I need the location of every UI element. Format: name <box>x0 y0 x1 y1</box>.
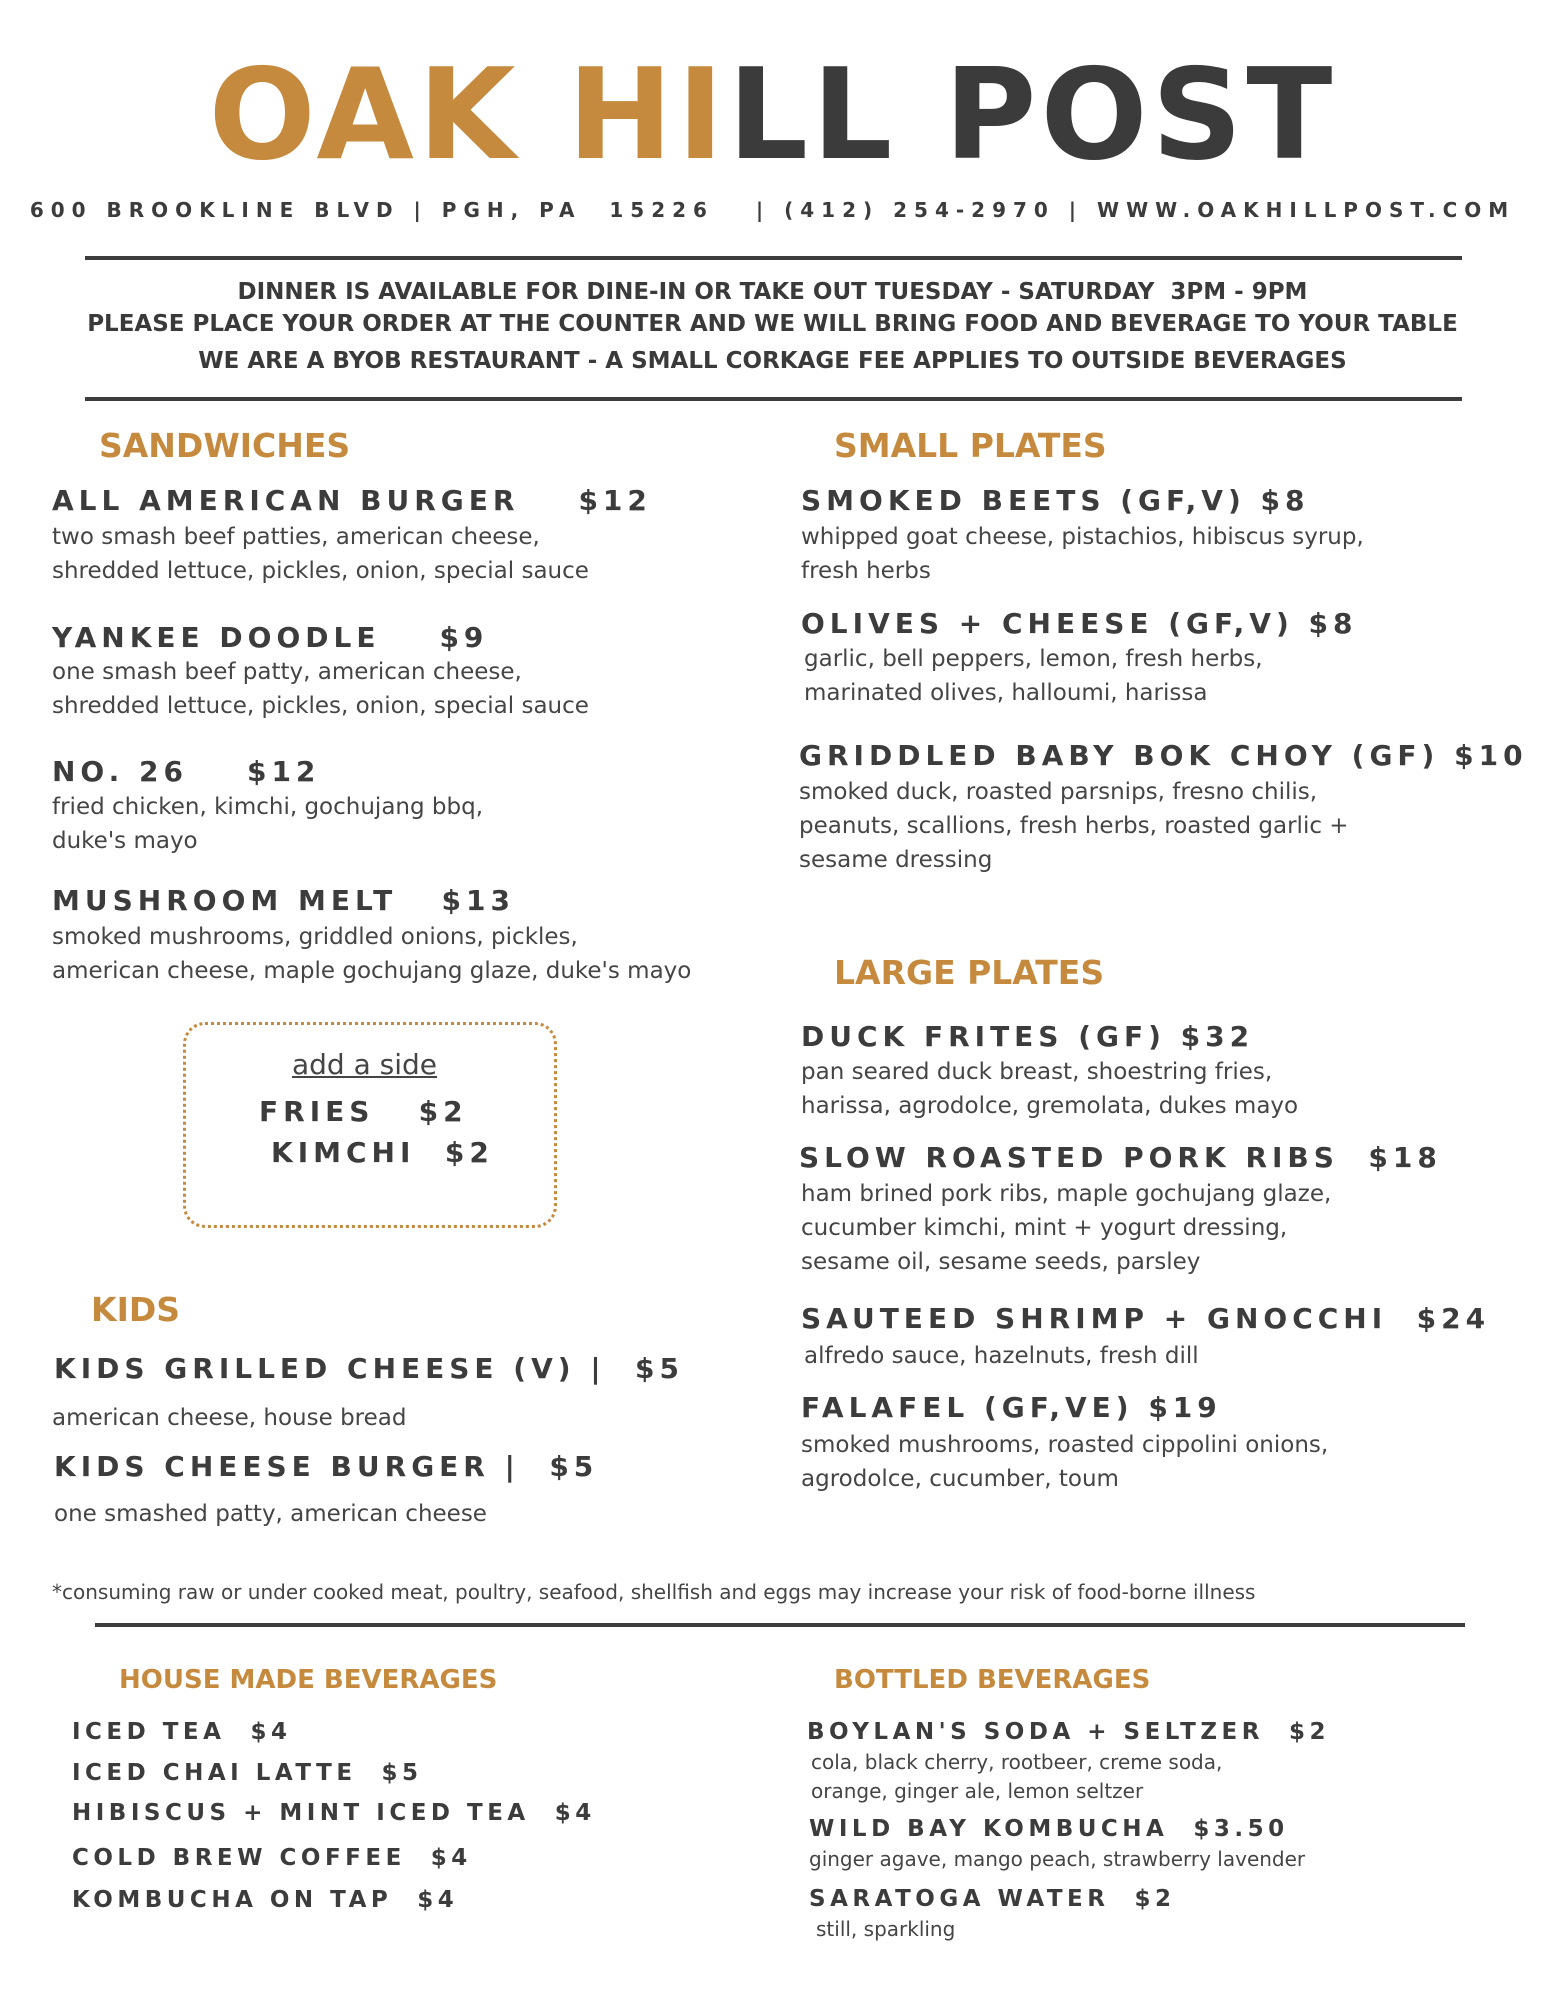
menu-item-desc: peanuts, scallions, fresh herbs, roasted garlic + <box>799 813 1349 839</box>
beverage-desc: cola, black cherry, rootbeer, creme soda, <box>811 1750 1223 1774</box>
menu-item-name: OLIVES + CHEESE (GF,V) $8 <box>801 607 1358 640</box>
side-item-fries: FRIES $2 <box>259 1095 468 1128</box>
menu-item-name: SAUTEED SHRIMP + GNOCCHI $24 <box>801 1302 1491 1335</box>
logo-part-hi: HI <box>567 41 728 188</box>
menu-item-desc: sesame oil, sesame seeds, parsley <box>801 1249 1201 1275</box>
section-title-bottled-beverages: BOTTLED BEVERAGES <box>834 1665 1151 1695</box>
menu-item-name: SLOW ROASTED PORK RIBS $18 <box>799 1141 1442 1174</box>
side-item-kimchi: KIMCHI $2 <box>271 1136 494 1169</box>
divider-notice <box>85 397 1462 401</box>
menu-item-desc: fresh herbs <box>801 558 931 584</box>
menu-item-name: SMOKED BEETS (GF,V) $8 <box>801 484 1310 517</box>
menu-item-desc: shredded lettuce, pickles, onion, special sauce <box>52 693 589 719</box>
logo-part-oak: OAK <box>208 41 568 188</box>
menu-item-name: FALAFEL (GF,VE) $19 <box>801 1391 1222 1424</box>
notice-line-2: PLEASE PLACE YOUR ORDER AT THE COUNTER AND WE WILL BRING FOOD AND BEVERAGE TO YOUR TABLE <box>87 311 1458 337</box>
menu-item-name: KIDS CHEESE BURGER | $5 <box>54 1450 599 1483</box>
notice-line-1: DINNER IS AVAILABLE FOR DINE-IN OR TAKE OUT TUESDAY - SATURDAY 3PM - 9PM <box>237 279 1308 305</box>
menu-item-desc: smoked mushrooms, griddled onions, pickles, <box>52 924 578 950</box>
menu-item-desc: marinated olives, halloumi, harissa <box>804 680 1208 706</box>
menu-item-desc: american cheese, house bread <box>52 1405 407 1431</box>
beverage-item: ICED CHAI LATTE $5 <box>72 1760 423 1786</box>
menu-item-name: GRIDDLED BABY BOK CHOY (GF) $10 <box>799 739 1528 772</box>
logo-part-l1: L <box>727 41 813 188</box>
menu-item-name: KIDS GRILLED CHEESE (V) | $5 <box>54 1352 685 1385</box>
menu-item-name: NO. 26 $12 <box>52 755 321 788</box>
notice-line-3: WE ARE A BYOB RESTAURANT - A SMALL CORKAGE FEE APPLIES TO OUTSIDE BEVERAGES <box>198 348 1347 374</box>
menu-item-desc: smoked duck, roasted parsnips, fresno chilis, <box>799 779 1318 805</box>
menu-item-desc: fried chicken, kimchi, gochujang bbq, <box>52 794 484 820</box>
menu-item-desc: two smash beef patties, american cheese, <box>52 524 540 550</box>
beverage-item: COLD BREW COFFEE $4 <box>72 1845 472 1871</box>
address-line: 600 BROOKLINE BLVD | PGH, PA 15226 | (412) 254-2970 | WWW.OAKHILLPOST.COM <box>29 198 1516 222</box>
menu-item-desc: sesame dressing <box>799 847 993 873</box>
menu-item-desc: alfredo sauce, hazelnuts, fresh dill <box>804 1343 1199 1369</box>
menu-item-desc: american cheese, maple gochujang glaze, duke's mayo <box>52 958 692 984</box>
section-title-kids: KIDS <box>91 1290 181 1329</box>
restaurant-logo <box>0 41 1545 188</box>
menu-item-name: YANKEE DOODLE $9 <box>52 621 489 654</box>
menu-item-desc: duke's mayo <box>52 828 198 854</box>
menu-item-desc: whipped goat cheese, pistachios, hibiscus syrup, <box>801 524 1364 550</box>
beverage-desc: still, sparkling <box>816 1917 956 1941</box>
menu-item-name: MUSHROOM MELT $13 <box>52 884 515 917</box>
logo-part-l-post: L POST <box>812 41 1337 188</box>
menu-item-desc: agrodolce, cucumber, toum <box>801 1466 1119 1492</box>
beverage-item: BOYLAN'S SODA + SELTZER $2 <box>807 1719 1330 1745</box>
beverage-item: WILD BAY KOMBUCHA $3.50 <box>809 1816 1289 1842</box>
section-title-large-plates: LARGE PLATES <box>834 953 1105 992</box>
menu-item-desc: cucumber kimchi, mint + yogurt dressing, <box>801 1215 1288 1241</box>
menu-item-desc: pan seared duck breast, shoestring fries, <box>801 1059 1273 1085</box>
beverage-item: KOMBUCHA ON TAP $4 <box>72 1887 459 1913</box>
menu-item-name: DUCK FRITES (GF) $32 <box>801 1020 1255 1053</box>
menu-item-desc: one smashed patty, american cheese <box>54 1501 487 1527</box>
section-title-house-beverages: HOUSE MADE BEVERAGES <box>119 1665 498 1695</box>
divider-beverages <box>95 1623 1465 1627</box>
section-title-sandwiches: SANDWICHES <box>99 426 351 465</box>
food-safety-disclaimer: *consuming raw or under cooked meat, poultry, seafood, shellfish and eggs may increase your risk of food-borne illness <box>52 1580 1256 1604</box>
add-a-side-title: add a side <box>292 1048 438 1081</box>
menu-item-desc: smoked mushrooms, roasted cippolini onions, <box>801 1432 1329 1458</box>
beverage-desc: orange, ginger ale, lemon seltzer <box>811 1779 1144 1803</box>
menu-item-desc: one smash beef patty, american cheese, <box>52 659 522 685</box>
section-title-small-plates: SMALL PLATES <box>834 426 1107 465</box>
beverage-desc: ginger agave, mango peach, strawberry lavender <box>809 1847 1306 1871</box>
beverage-item: HIBISCUS + MINT ICED TEA $4 <box>72 1800 596 1826</box>
menu-item-name: ALL AMERICAN BURGER $12 <box>52 484 652 517</box>
menu-item-desc: garlic, bell peppers, lemon, fresh herbs, <box>804 646 1263 672</box>
menu-item-desc: ham brined pork ribs, maple gochujang glaze, <box>801 1181 1332 1207</box>
menu-item-desc: harissa, agrodolce, gremolata, dukes mayo <box>801 1093 1299 1119</box>
beverage-item: SARATOGA WATER $2 <box>809 1886 1176 1912</box>
beverage-item: ICED TEA $4 <box>72 1719 292 1745</box>
divider-top <box>85 256 1462 260</box>
menu-item-desc: shredded lettuce, pickles, onion, special sauce <box>52 558 589 584</box>
